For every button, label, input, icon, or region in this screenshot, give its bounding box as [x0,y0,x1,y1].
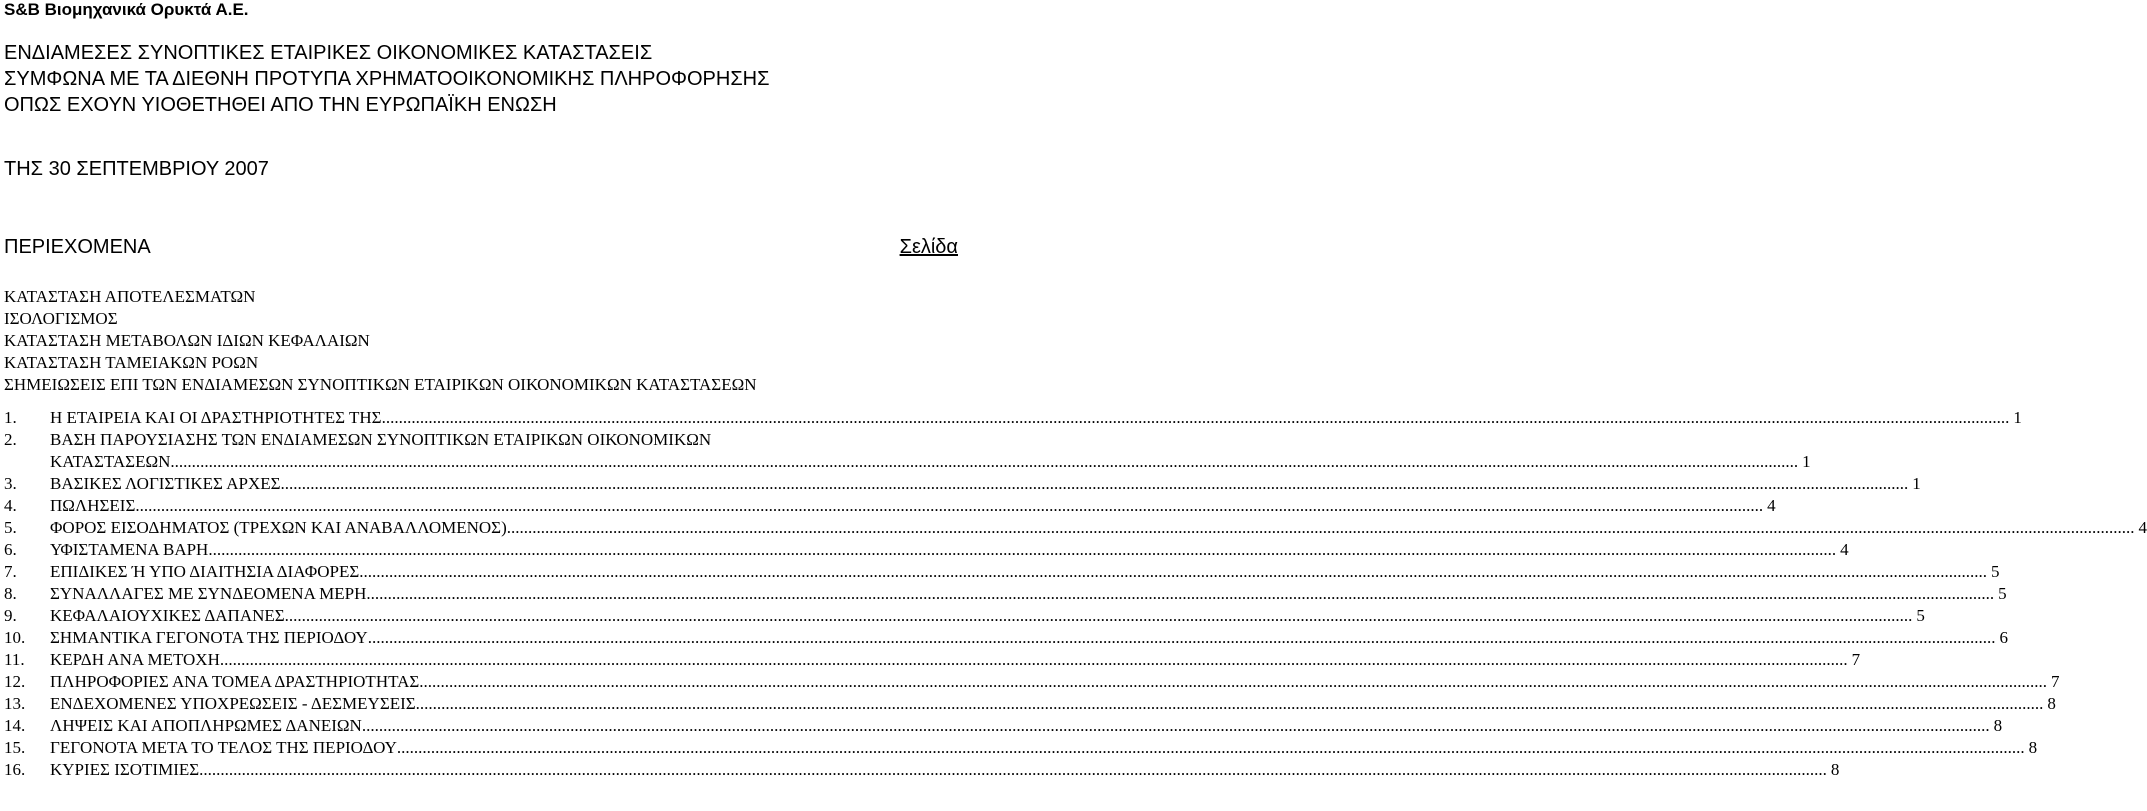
document-heading [4,40,770,118]
toc-entry-number: 14. [4,716,26,735]
toc-entry-number: 10. [4,628,26,647]
dot-leader [419,671,2047,693]
toc-entry-label: ΣΥΝΑΛΛΑΓΕΣ ΜΕ ΣΥΝΔΕΟΜΕΝΑ ΜΕΡΗ [50,584,367,603]
toc-entry-label: ΦΟΡΟΣ ΕΙΣΟΔΗΜΑΤΟΣ (ΤΡΕΧΩΝ ΚΑΙ ΑΝΑΒΑΛΛΟΜΕΝΟΣ) [50,518,507,537]
heading-line: ΟΠΩΣ ΕΧΟΥΝ ΥΙΟΘΕΤΗΘΕΙ ΑΠΟ ΤΗΝ ΕΥΡΩΠΑΪΚΗ ΕΝΩΣΗ [4,94,557,116]
toc-entry-number: 12. [4,672,26,691]
section-link[interactable]: ΚΑΤΑΣΤΑΣΗ ΑΠΟΤΕΛΕΣΜΑΤΩΝ [4,287,256,306]
toc-entry-label: ΚΥΡΙΕΣ ΙΣΟΤΙΜΙΕΣ [50,760,200,779]
toc-entry-label-continued: ΚΑΤΑΣΤΑΣΕΩΝ [50,452,171,471]
dot-leader [208,539,1836,561]
company-name: S&B Βιομηχανικά Ορυκτά Α.Ε. [4,0,249,19]
toc-entry[interactable] [4,429,1811,473]
report-date: ΤΗΣ 30 ΣΕΠΤΕΜΒΡΙΟΥ 2007 [4,158,269,180]
toc-entry-label: ΥΦΙΣΤΑΜΕΝΑ ΒΑΡΗ [50,540,209,559]
toc-entry[interactable] [4,517,2147,539]
toc-entry-number: 3. [4,474,17,493]
toc-entry-label: ΠΛΗΡΟΦΟΡΙΕΣ ΑΝΑ ΤΟΜΕΑ ΔΡΑΣΤΗΡΙΟΤΗΤΑΣ [50,672,420,691]
toc-entry[interactable] [4,539,1849,561]
toc-entry-page: 8 [1993,716,2003,735]
toc-entry-label: ΕΝΔΕΧΟΜΕΝΕΣ ΥΠΟΧΡΕΩΣΕΙΣ - ΔΕΣΜΕΥΣΕΙΣ [50,694,416,713]
toc-entry-page: 4 [2138,518,2147,537]
section-link[interactable]: ΚΑΤΑΣΤΑΣΗ ΤΑΜΕΙΑΚΩΝ ΡΟΩΝ [4,353,259,372]
toc-entry-number: 11. [4,650,25,669]
toc-entry-number: 13. [4,694,26,713]
section-link[interactable]: ΚΑΤΑΣΤΑΣΗ ΜΕΤΑΒΟΛΩΝ ΙΔΙΩΝ ΚΕΦΑΛΑΙΩΝ [4,331,370,350]
toc-entry[interactable] [4,649,1861,671]
statement-sections [4,286,954,396]
toc-entry-page: 5 [1916,606,1925,625]
toc-entry-text [50,429,1811,473]
toc-entry-number: 8. [4,584,17,603]
toc-entry-number: 6. [4,540,17,559]
toc-entry-label: ΣΗΜΑΝΤΙΚΑ ΓΕΓΟΝΟΤΑ ΤΗΣ ΠΕΡΙΟΔΟΥ [50,628,368,647]
toc-entry[interactable] [4,583,2007,605]
toc-entry-label: ΠΩΛΗΣΕΙΣ [50,496,136,515]
toc-entry-page: 5 [1990,562,2000,581]
toc-entry[interactable] [4,759,1840,781]
toc-entry-page: 1 [1802,452,1811,471]
toc-entry-label: ΕΠΙΔΙΚΕΣ Ή ΥΠΟ ΔΙΑΙΤΗΣΙΑ ΔΙΑΦΟΡΕΣ [50,562,360,581]
dot-leader [359,561,1987,583]
toc-entry-page: 4 [1767,496,1776,515]
dot-leader [199,759,1827,781]
section-link[interactable]: ΣΗΜΕΙΩΣΕΙΣ ΕΠΙ ΤΩΝ ΕΝΔΙΑΜΕΣΩΝ ΣΥΝΟΠΤΙΚΩΝ ΕΤΑΙΡΙΚΩΝ ΟΙΚΟΝΟΜΙΚΩΝ ΚΑΤΑΣΤΑΣΕΩΝ [4,375,757,394]
toc-entry-page: 8 [2047,694,2056,713]
toc-title: ΠΕΡΙΕΧΟΜΕΝΑ [4,236,151,258]
toc-entry[interactable] [4,407,2022,429]
toc-entry-page: 5 [1998,584,2007,603]
dot-leader [507,517,2135,539]
toc-entry-label: ΛΗΨΕΙΣ ΚΑΙ ΑΠΟΠΛΗΡΩΜΕΣ ΔΑΝΕΙΩΝ [50,716,362,735]
toc-entry-label: ΒΑΣΗ ΠΑΡΟΥΣΙΑΣΗΣ ΤΩΝ ΕΝΔΙΑΜΕΣΩΝ ΣΥΝΟΠΤΙΚΩΝ ΕΤΑΙΡΙΚΩΝ ΟΙΚΟΝΟΜΙΚΩΝ [50,430,712,449]
toc-entry-label: Η ΕΤΑΙΡΕΙΑ ΚΑΙ ΟΙ ΔΡΑΣΤΗΡΙΟΤΗΤΕΣ ΤΗΣ [50,408,382,427]
toc-entry-number: 4. [4,496,17,515]
toc-entry[interactable] [4,693,2056,715]
dot-leader [170,451,1798,473]
toc-entry-number: 7. [4,562,17,581]
toc-entry-label: ΒΑΣΙΚΕΣ ΛΟΓΙΣΤΙΚΕΣ ΑΡΧΕΣ [50,474,281,493]
toc-entry[interactable] [4,737,2038,759]
dot-leader [368,627,1996,649]
dot-leader [362,715,1990,737]
toc-entry-number: 2. [4,430,17,449]
toc-entry-page: 1 [1912,474,1921,493]
dot-leader [281,473,1909,495]
page-column-label: Σελίδα [899,236,958,258]
dot-leader [382,407,2010,429]
dot-leader [285,605,1913,627]
toc-entry-page: 8 [2028,738,2038,757]
toc-entry-label: ΚΕΦΑΛΑΙΟΥΧΙΚΕΣ ΔΑΠΑΝΕΣ [50,606,285,625]
toc-entry-number: 1. [4,408,17,427]
toc-entry[interactable] [4,671,2060,693]
toc-entry-page: 7 [2051,672,2060,691]
toc-entry[interactable] [4,495,1776,517]
toc-entry[interactable] [4,561,2000,583]
toc-entry-number: 16. [4,760,26,779]
toc-entry[interactable] [4,605,1925,627]
toc-entry-page: 8 [1830,760,1840,779]
dot-leader [135,495,1763,517]
toc-entry[interactable] [4,473,1921,495]
toc-entry[interactable] [4,715,2003,737]
toc-entry-page: 1 [2013,408,2022,427]
toc-entry-page: 7 [1851,650,1861,669]
toc-entry-label: ΓΕΓΟΝΟΤΑ ΜΕΤΑ ΤΟ ΤΕΛΟΣ ΤΗΣ ΠΕΡΙΟΔΟΥ [50,738,397,757]
toc-entry-label: ΚΕΡΔΗ ΑΝΑ ΜΕΤΟΧΗ [50,650,220,669]
dot-leader [220,649,1848,671]
toc-entry-number: 5. [4,518,17,537]
toc-entry-number: 15. [4,738,26,757]
dot-leader [366,583,1994,605]
toc-entry-page: 4 [1840,540,1849,559]
dot-leader [416,693,2044,715]
toc-entry[interactable] [4,627,2008,649]
heading-line: ΕΝΔΙΑΜΕΣΕΣ ΣΥΝΟΠΤΙΚΕΣ ΕΤΑΙΡΙΚΕΣ ΟΙΚΟΝΟΜΙΚΕΣ ΚΑΤΑΣΤΑΣΕΙΣ [4,42,653,64]
heading-line: ΣΥΜΦΩΝΑ ΜΕ ΤΑ ΔΙΕΘΝΗ ΠΡΟΤΥΠΑ ΧΡΗΜΑΤΟΟΙΚΟΝΟΜΙΚΗΣ ΠΛΗΡΟΦΟΡΗΣΗΣ [4,68,770,90]
section-link[interactable]: ΙΣΟΛΟΓΙΣΜΟΣ [4,309,118,328]
dot-leader [397,737,2025,759]
toc-entry-page: 6 [1999,628,2008,647]
table-of-contents [4,407,2147,781]
toc-entry-number: 9. [4,606,17,625]
